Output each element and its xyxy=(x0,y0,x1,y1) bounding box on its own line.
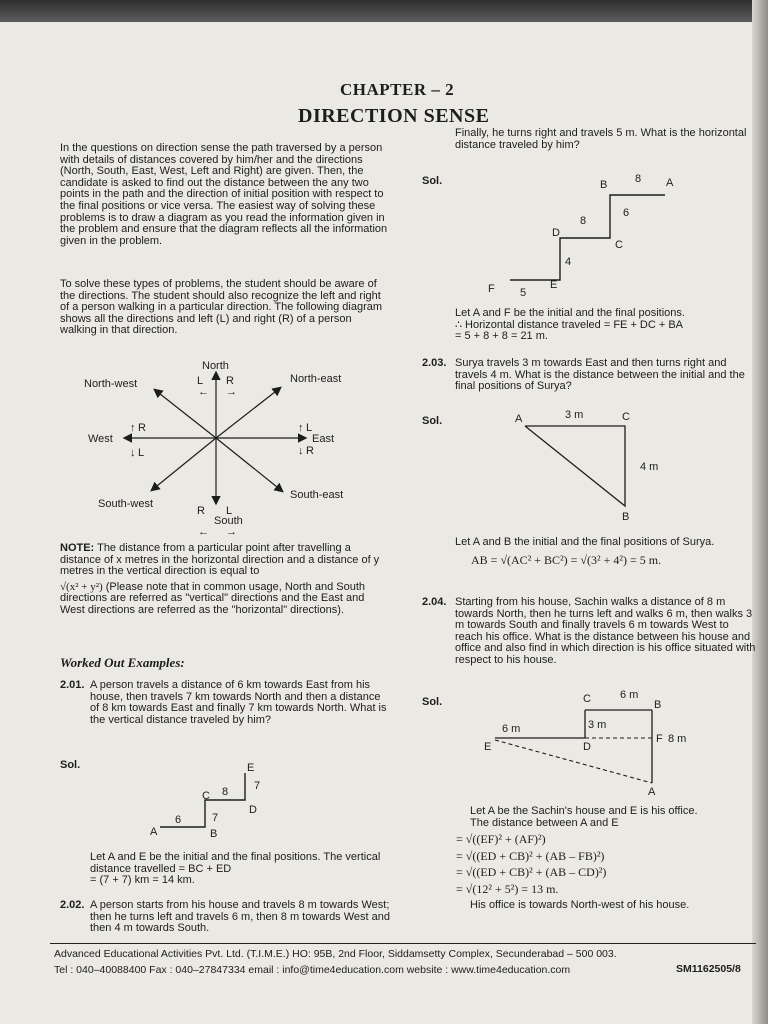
q202-len-ab: 8 xyxy=(635,173,642,185)
q204-pt-a: A xyxy=(648,786,656,798)
q203-len-ac: 3 m xyxy=(565,409,584,421)
q204-len-cd: 3 m xyxy=(588,719,607,731)
question-2-03 xyxy=(422,358,757,393)
photo-background-top xyxy=(0,0,768,22)
q202-text-cont: Finally, he turns right and travels 5 m. What is the horizontal distance traveled by him? xyxy=(455,127,747,151)
q203-sol-2: AB = √(AC² + BC²) = √(3² + 4²) = 5 m. xyxy=(471,552,662,567)
q203-sol-1: Let A and B the initial and the final positions of Surya. xyxy=(455,536,715,548)
svg-text:↑: ↑ xyxy=(130,422,136,434)
q202-pt-e: E xyxy=(550,279,558,291)
q203-solution xyxy=(455,537,755,566)
q201-len-de: 7 xyxy=(254,780,261,792)
q204-sol-3: = √((EF)² + (AF)²) xyxy=(456,832,546,847)
label-south-west: South-west xyxy=(98,498,154,510)
q202-solution xyxy=(455,308,755,343)
q202-sol-3: = 5 + 8 + 8 = 21 m. xyxy=(455,330,548,343)
q204-sol-5: = √((ED + CB)² + (AB – CD)²) xyxy=(456,865,607,880)
q201-text: A person travels a distance of 6 km towards East from his house, then travels 7 km towards North and then a distance of 8 km towards East and finally 7 km towards North. What is the vertical distance traveled by him? xyxy=(90,679,387,726)
q203-triangle-figure xyxy=(510,408,670,523)
label-west-left: L xyxy=(138,447,145,459)
q204-sol-7: His office is towards North-west of his house. xyxy=(470,898,690,911)
footer-address: Advanced Educational Activities Pvt. Ltd. (T.I.M.E.) HO: 95B, 2nd Floor, Siddamsetty Complex, Secunderabad – 500 003. xyxy=(54,948,617,960)
label-north-right: R xyxy=(226,375,234,387)
q204-pt-e: E xyxy=(484,741,492,753)
q204-sol-label: Sol. xyxy=(422,696,443,708)
q203-number: 2.03. xyxy=(422,357,447,369)
label-north-left: L xyxy=(197,375,204,387)
q201-pt-b: B xyxy=(210,828,218,840)
question-2-01 xyxy=(60,680,390,726)
q204-sol-6: = √(12² + 5²) = 13 m. xyxy=(456,881,559,896)
label-south-east: South-east xyxy=(290,489,344,501)
svg-text:→: → xyxy=(226,386,237,398)
q204-solution xyxy=(456,805,760,911)
q204-path-figure xyxy=(480,688,710,798)
q204-pt-c: C xyxy=(583,693,591,705)
q202-sol-1: Let A and F be the initial and the final positions. xyxy=(455,307,685,319)
compass-diagram xyxy=(60,358,390,538)
label-east-left: L xyxy=(306,422,313,434)
q201-len-ab: 6 xyxy=(175,814,182,826)
q201-len-cd: 8 xyxy=(222,786,229,798)
intro-paragraph-2 xyxy=(60,279,390,337)
south-east-arrow xyxy=(216,438,282,491)
label-north: North xyxy=(202,360,229,372)
label-south-right: R xyxy=(197,505,205,517)
q202-sol-2: ∴ Horizontal distance traveled = FE + DC + BA xyxy=(455,318,684,331)
intro-text-1: In the questions on direction sense the path traversed by a person with details of distances covered by him/her and the directions (North, South, East, West, Left and Right) are given. Then, the candidate is asked to find out the distance between the any two points in the path and the direction of initial position with respect to the final positions or vice versa. The easiest way of solving these problems is to draw a diagram as you read the information given in the problem and ensure that the diagram reflects all the information given in the problem. xyxy=(60,142,388,247)
q201-path-figure xyxy=(150,755,310,845)
q202-len-cd: 8 xyxy=(580,215,587,227)
q202-pt-a: A xyxy=(666,177,674,189)
chapter-label: CHAPTER – 2 xyxy=(340,80,455,99)
q203-pt-b: B xyxy=(622,511,630,523)
q204-pt-d: D xyxy=(583,741,591,753)
label-east: East xyxy=(312,433,335,445)
q204-sol-4: = √((ED + CB)² + (AB – FB)²) xyxy=(456,848,605,863)
q202-pt-d: D xyxy=(552,227,560,239)
note-block xyxy=(60,543,390,617)
footer-code: SM1162505/8 xyxy=(676,963,741,975)
q204-pt-b: B xyxy=(654,699,662,711)
svg-text:↓: ↓ xyxy=(130,447,136,459)
q202-text: A person starts from his house and travels 8 m towards West; then he turns left and travels 6 m, then 8 m towards West and then 4 m towards South. xyxy=(90,899,391,935)
q204-pt-f: F xyxy=(656,733,663,745)
note-label: NOTE: xyxy=(60,542,95,554)
q201-pt-a: A xyxy=(150,826,158,838)
q203-text: Surya travels 3 m towards East and then turns right and travels 4 m. What is the distance between the initial and the final positions of Surya? xyxy=(455,357,745,393)
q204-len-cb: 6 m xyxy=(620,689,639,701)
q204-len-ab: 8 m xyxy=(668,733,687,745)
label-west: West xyxy=(88,433,113,445)
q204-sol-2: The distance between A and E xyxy=(470,816,619,829)
q202-pt-f: F xyxy=(488,283,495,295)
svg-text:←: ← xyxy=(198,526,209,538)
q201-pt-d: D xyxy=(249,804,257,816)
label-east-right: R xyxy=(306,445,314,457)
q203-sol-label: Sol. xyxy=(422,415,443,427)
q201-sol-1: Let A and E be the initial and the final positions. The vertical distance travelled = BC + ED xyxy=(90,851,381,875)
q201-sol-2: = (7 + 7) km = 14 km. xyxy=(90,874,195,887)
q204-text: Starting from his house, Sachin walks a distance of 8 m towards North, then he turns left and walks 6 m, then walks 3 m towards South and finally travels 6 m towards West to reach his office. What is the distance between his house and office and also find in which direction is his office situated with respect to his house. xyxy=(455,596,756,666)
q202-len-bc: 6 xyxy=(623,207,630,219)
q203-pt-a: A xyxy=(515,413,523,425)
label-south: South xyxy=(214,515,243,527)
label-west-right: R xyxy=(138,422,146,434)
q201-solution xyxy=(90,852,390,887)
question-2-04 xyxy=(422,597,757,667)
q202-len-ef: 5 xyxy=(520,287,527,299)
label-north-east: North-east xyxy=(290,373,342,385)
q202-sol-label: Sol. xyxy=(422,175,443,187)
q204-number: 2.04. xyxy=(422,596,447,608)
south-west-arrow xyxy=(152,438,216,490)
q203-pt-c: C xyxy=(622,411,630,423)
q202-pt-b: B xyxy=(600,179,608,191)
svg-text:↓: ↓ xyxy=(298,445,304,457)
q201-len-bc: 7 xyxy=(212,812,219,824)
question-2-02 xyxy=(60,900,390,935)
note-text: The distance from a particular point after travelling a distance of x metres in the horizontal direction and a distance of y metres in the vertical direction is equal to xyxy=(60,542,380,578)
q201-pt-e: E xyxy=(247,762,255,774)
q202-path-figure xyxy=(480,170,680,300)
chapter-title: DIRECTION SENSE xyxy=(298,105,490,127)
q202-pt-c: C xyxy=(615,239,623,251)
intro-text-2: To solve these types of problems, the student should be aware of the directions. The student should also recognize the left and right of a person walking in a particular direction. The following diagram shows all the directions and left (L) and right (R) of a person walking in that direction. xyxy=(60,278,383,337)
note-formula: √(x² + y²) xyxy=(60,580,103,593)
q203-len-cb: 4 m xyxy=(640,461,659,473)
svg-text:↑: ↑ xyxy=(298,422,304,434)
q201-sol-label: Sol. xyxy=(60,759,81,771)
note-text-2: (Please note that in common usage, North and South directions are referred as "vertical" directions and the East and West directions are referred as the "horizontal" directions). xyxy=(60,580,366,616)
label-north-west: North-west xyxy=(84,378,138,390)
label-south-left: L xyxy=(226,505,233,517)
svg-text:→: → xyxy=(226,526,237,538)
q201-pt-c: C xyxy=(202,790,210,802)
intro-paragraph-1 xyxy=(60,143,390,247)
footer-rule xyxy=(50,943,756,944)
q204-sol-1: Let A be the Sachin's house and E is his office. xyxy=(470,805,698,817)
q201-number: 2.01. xyxy=(60,679,85,691)
q202-len-de: 4 xyxy=(565,256,572,268)
worked-examples-heading: Worked Out Examples: xyxy=(60,655,185,670)
svg-text:←: ← xyxy=(198,386,209,398)
q202-number: 2.02. xyxy=(60,899,85,911)
q202-text-continued xyxy=(455,128,755,151)
footer-contact: Tel : 040–40088400 Fax : 040–27847334 email : info@time4education.com website : www.time4education.com xyxy=(54,964,571,976)
q204-len-ed: 6 m xyxy=(502,723,521,735)
